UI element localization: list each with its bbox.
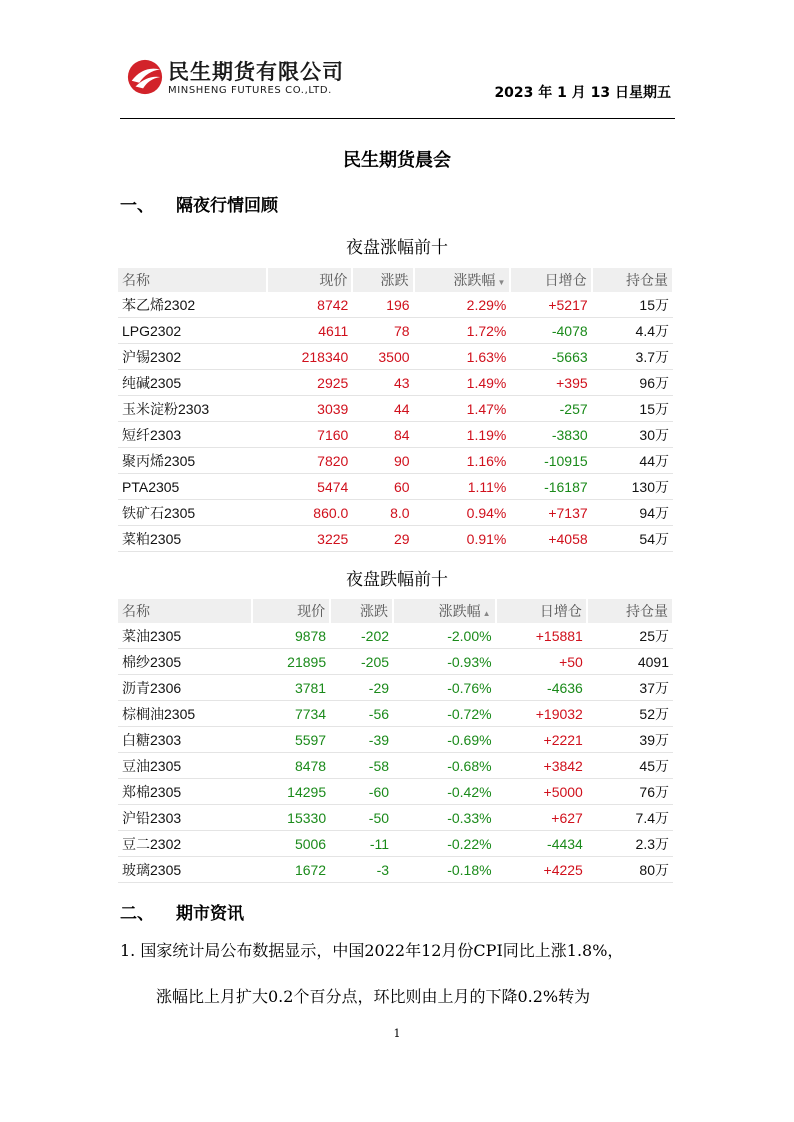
cell-open-interest: 130万 — [592, 474, 673, 500]
cell-price: 5006 — [252, 831, 330, 857]
cell-name: PTA2305 — [118, 474, 267, 500]
table-row — [118, 857, 673, 883]
cell-daily-oi-change: -257 — [510, 396, 591, 422]
cell-change-pct: -0.18% — [393, 857, 496, 883]
cell-name: 纯碱2305 — [118, 370, 267, 396]
sort-indicator-icon: ▲ — [482, 609, 491, 618]
cell-daily-oi-change: +3842 — [496, 753, 587, 779]
column-header-name — [118, 599, 252, 623]
cell-name: 郑棉2305 — [118, 779, 252, 805]
column-header-label: 涨跌幅 — [453, 272, 496, 288]
cell-price: 2925 — [267, 370, 353, 396]
cell-change: 43 — [352, 370, 413, 396]
table-row — [118, 292, 673, 318]
cell-name: 豆油2305 — [118, 753, 252, 779]
sort-indicator-icon: ▼ — [497, 278, 506, 287]
column-header-price — [267, 268, 353, 292]
column-header-label: 涨跌幅 — [438, 603, 481, 619]
cell-daily-oi-change: -5663 — [510, 344, 591, 370]
column-header-label: 持仓量 — [626, 603, 668, 619]
column-header-label: 涨跌 — [360, 603, 389, 619]
cell-daily-oi-change: +627 — [496, 805, 587, 831]
cell-open-interest: 44万 — [592, 448, 673, 474]
cell-change: 3500 — [352, 344, 413, 370]
cell-name: 豆二2302 — [118, 831, 252, 857]
column-header-label: 持仓量 — [626, 272, 668, 288]
cell-open-interest: 4.4万 — [592, 318, 673, 344]
cell-name: 玉米淀粉2303 — [118, 396, 267, 422]
cell-price: 3781 — [252, 675, 330, 701]
cell-open-interest: 4091 — [587, 649, 673, 675]
page-title: 民生期货晨会 — [343, 150, 451, 171]
gainers-table-title: 夜盘涨幅前十 — [346, 238, 448, 258]
column-header-label: 涨跌 — [380, 272, 409, 288]
cell-change-pct: 1.72% — [414, 318, 511, 344]
news-paragraph-line-1: 1. 国家统计局公布数据显示，中国2022年12月份CPI同比上涨1.8%， — [120, 941, 624, 960]
column-header-change — [352, 268, 413, 292]
table-row — [118, 396, 673, 422]
table-row — [118, 623, 673, 649]
cell-change: 29 — [352, 526, 413, 552]
table-row — [118, 649, 673, 675]
cell-daily-oi-change: +4058 — [510, 526, 591, 552]
cell-open-interest: 54万 — [592, 526, 673, 552]
cell-daily-oi-change: +5217 — [510, 292, 591, 318]
cell-price: 5474 — [267, 474, 353, 500]
cell-price: 8742 — [267, 292, 353, 318]
section-number: 一、 — [120, 196, 154, 216]
cell-change-pct: 1.63% — [414, 344, 511, 370]
column-header-daily-oi-change — [496, 599, 587, 623]
cell-name: 棉纱2305 — [118, 649, 252, 675]
cell-name: 玻璃2305 — [118, 857, 252, 883]
cell-name: 菜油2305 — [118, 623, 252, 649]
table-row — [118, 422, 673, 448]
cell-change: -56 — [330, 701, 393, 727]
section-title: 隔夜行情回顾 — [176, 196, 278, 216]
company-name-en: MINSHENG FUTURES CO.,LTD. — [168, 85, 332, 96]
cell-change-pct: -0.22% — [393, 831, 496, 857]
cell-change: 78 — [352, 318, 413, 344]
news-paragraph-line-2: 涨幅比上月扩大0.2个百分点，环比则由上月的下降0.2%转为 — [156, 987, 591, 1006]
cell-open-interest: 37万 — [587, 675, 673, 701]
cell-price: 14295 — [252, 779, 330, 805]
cell-price: 9878 — [252, 623, 330, 649]
cell-price: 21895 — [252, 649, 330, 675]
company-logo-icon — [126, 58, 164, 96]
cell-price: 7734 — [252, 701, 330, 727]
cell-change-pct: -0.68% — [393, 753, 496, 779]
page-number: 1 — [393, 1027, 401, 1040]
table-row — [118, 448, 673, 474]
cell-change: -60 — [330, 779, 393, 805]
cell-change-pct: -0.72% — [393, 701, 496, 727]
cell-change-pct: 1.49% — [414, 370, 511, 396]
cell-change: -50 — [330, 805, 393, 831]
cell-daily-oi-change: -16187 — [510, 474, 591, 500]
column-header-change-pct — [393, 599, 496, 623]
column-header-open-interest — [592, 268, 673, 292]
cell-change-pct: -0.76% — [393, 675, 496, 701]
cell-change: -3 — [330, 857, 393, 883]
losers-table — [118, 599, 674, 883]
cell-daily-oi-change: +2221 — [496, 727, 587, 753]
cell-change-pct: 2.29% — [414, 292, 511, 318]
cell-change: 90 — [352, 448, 413, 474]
cell-open-interest: 15万 — [592, 292, 673, 318]
cell-name: 聚丙烯2305 — [118, 448, 267, 474]
cell-change-pct: -2.00% — [393, 623, 496, 649]
cell-change-pct: -0.33% — [393, 805, 496, 831]
cell-price: 860.0 — [267, 500, 353, 526]
cell-daily-oi-change: -4078 — [510, 318, 591, 344]
cell-open-interest: 39万 — [587, 727, 673, 753]
cell-name: 菜粕2305 — [118, 526, 267, 552]
cell-change-pct: 0.94% — [414, 500, 511, 526]
table-header-row — [118, 599, 673, 623]
cell-price: 7160 — [267, 422, 353, 448]
column-header-change-pct — [414, 268, 511, 292]
cell-change: -58 — [330, 753, 393, 779]
company-name-cn: 民生期货有限公司 — [168, 60, 344, 84]
cell-price: 8478 — [252, 753, 330, 779]
cell-change-pct: -0.69% — [393, 727, 496, 753]
cell-name: LPG2302 — [118, 318, 267, 344]
table-row — [118, 753, 673, 779]
cell-name: 沥青2306 — [118, 675, 252, 701]
cell-change-pct: 0.91% — [414, 526, 511, 552]
company-logo — [126, 54, 366, 100]
table-row — [118, 318, 673, 344]
cell-open-interest: 2.3万 — [587, 831, 673, 857]
cell-change-pct: 1.16% — [414, 448, 511, 474]
cell-change: -202 — [330, 623, 393, 649]
cell-name: 沪锡2302 — [118, 344, 267, 370]
table-row — [118, 831, 673, 857]
cell-name: 苯乙烯2302 — [118, 292, 267, 318]
cell-price: 4611 — [267, 318, 353, 344]
cell-price: 218340 — [267, 344, 353, 370]
cell-name: 棕榈油2305 — [118, 701, 252, 727]
cell-daily-oi-change: -4636 — [496, 675, 587, 701]
cell-daily-oi-change: -3830 — [510, 422, 591, 448]
cell-name: 白糖2303 — [118, 727, 252, 753]
cell-change-pct: -0.93% — [393, 649, 496, 675]
column-header-label: 名称 — [122, 603, 150, 619]
header-divider — [120, 118, 675, 119]
cell-name: 铁矿石2305 — [118, 500, 267, 526]
cell-price: 7820 — [267, 448, 353, 474]
cell-open-interest: 25万 — [587, 623, 673, 649]
losers-table-title: 夜盘跌幅前十 — [346, 570, 448, 590]
cell-open-interest: 96万 — [592, 370, 673, 396]
cell-daily-oi-change: -10915 — [510, 448, 591, 474]
cell-open-interest: 15万 — [592, 396, 673, 422]
cell-daily-oi-change: +4225 — [496, 857, 587, 883]
cell-name: 沪铅2303 — [118, 805, 252, 831]
table-row — [118, 805, 673, 831]
cell-open-interest: 94万 — [592, 500, 673, 526]
section-title: 期市资讯 — [176, 904, 244, 924]
cell-daily-oi-change: +50 — [496, 649, 587, 675]
cell-change-pct: 1.19% — [414, 422, 511, 448]
cell-change-pct: 1.47% — [414, 396, 511, 422]
cell-daily-oi-change: +5000 — [496, 779, 587, 805]
cell-price: 1672 — [252, 857, 330, 883]
cell-change: 8.0 — [352, 500, 413, 526]
cell-change: -29 — [330, 675, 393, 701]
table-row — [118, 500, 673, 526]
section-heading-2 — [120, 899, 244, 924]
cell-change: -11 — [330, 831, 393, 857]
column-header-label: 名称 — [122, 272, 150, 288]
table-row — [118, 779, 673, 805]
column-header-label: 日增仓 — [544, 272, 587, 288]
cell-daily-oi-change: +19032 — [496, 701, 587, 727]
cell-open-interest: 7.4万 — [587, 805, 673, 831]
table-row — [118, 701, 673, 727]
cell-change: 196 — [352, 292, 413, 318]
cell-change: 84 — [352, 422, 413, 448]
cell-open-interest: 76万 — [587, 779, 673, 805]
cell-change: 44 — [352, 396, 413, 422]
table-row — [118, 474, 673, 500]
cell-open-interest: 52万 — [587, 701, 673, 727]
cell-price: 15330 — [252, 805, 330, 831]
column-header-daily-oi-change — [510, 268, 591, 292]
table-row — [118, 344, 673, 370]
table-row — [118, 727, 673, 753]
column-header-label: 现价 — [297, 603, 326, 619]
cell-change-pct: -0.42% — [393, 779, 496, 805]
cell-price: 3225 — [267, 526, 353, 552]
column-header-name — [118, 268, 267, 292]
cell-change: 60 — [352, 474, 413, 500]
cell-name: 短纤2303 — [118, 422, 267, 448]
cell-daily-oi-change: +395 — [510, 370, 591, 396]
cell-open-interest: 3.7万 — [592, 344, 673, 370]
column-header-label: 现价 — [319, 272, 348, 288]
cell-price: 5597 — [252, 727, 330, 753]
cell-change: -39 — [330, 727, 393, 753]
gainers-table — [118, 268, 674, 552]
cell-change: -205 — [330, 649, 393, 675]
report-date: 2023 年 1 月 13 日星期五 — [494, 85, 671, 101]
cell-open-interest: 45万 — [587, 753, 673, 779]
table-row — [118, 675, 673, 701]
table-row — [118, 370, 673, 396]
cell-daily-oi-change: +7137 — [510, 500, 591, 526]
section-number: 二、 — [120, 904, 154, 924]
table-header-row — [118, 268, 673, 292]
cell-change-pct: 1.11% — [414, 474, 511, 500]
cell-daily-oi-change: +15881 — [496, 623, 587, 649]
column-header-price — [252, 599, 330, 623]
section-heading-1 — [120, 191, 278, 216]
cell-open-interest: 30万 — [592, 422, 673, 448]
cell-daily-oi-change: -4434 — [496, 831, 587, 857]
cell-open-interest: 80万 — [587, 857, 673, 883]
cell-price: 3039 — [267, 396, 353, 422]
table-row — [118, 526, 673, 552]
column-header-open-interest — [587, 599, 673, 623]
page-header — [120, 52, 675, 118]
column-header-label: 日增仓 — [539, 603, 582, 619]
column-header-change — [330, 599, 393, 623]
